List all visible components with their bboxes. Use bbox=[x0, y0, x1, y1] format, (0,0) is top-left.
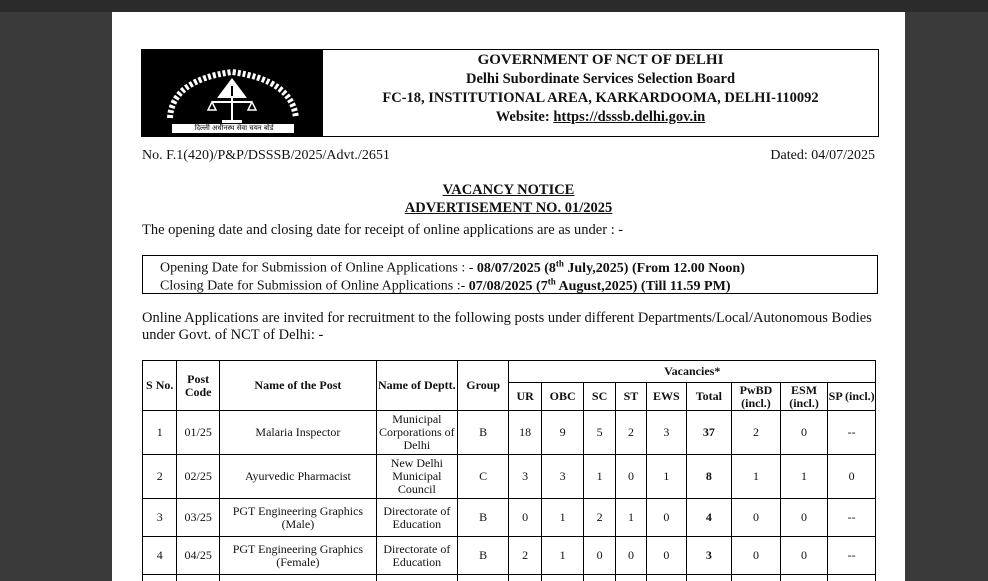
dsssb-logo bbox=[142, 50, 323, 136]
col-post-code: Post Code bbox=[177, 361, 220, 411]
col-esm: ESM (incl.) bbox=[780, 383, 828, 411]
notice-date: Dated: 04/07/2025 bbox=[770, 148, 875, 163]
cell-ur: 2 bbox=[509, 537, 541, 575]
cell-ews: 0 bbox=[647, 499, 686, 537]
cell-group: B bbox=[457, 499, 509, 537]
letterhead-box bbox=[141, 49, 879, 137]
closing-date-line bbox=[160, 276, 731, 295]
col-sp: SP (incl.) bbox=[828, 383, 876, 411]
website-line bbox=[323, 108, 878, 127]
cell-total: 4 bbox=[686, 499, 732, 537]
advertisement-text: ADVERTISEMENT NO. 01/2025 bbox=[404, 200, 613, 216]
reference-number: No. F.1(420)/P&P/DSSSB/2025/Advt./2651 bbox=[142, 148, 390, 163]
col-group: Group bbox=[457, 361, 509, 411]
cell-dept: New Delhi Municipal Council bbox=[376, 455, 457, 499]
opening-date-label: Opening Date for Submission of Online Applications : - bbox=[160, 260, 477, 276]
vacancy-notice-title bbox=[112, 182, 905, 199]
vacancy-notice-text: VACANCY NOTICE bbox=[442, 182, 575, 198]
cell-sno: 3 bbox=[143, 499, 177, 537]
cell-group: B bbox=[457, 537, 509, 575]
govt-name: GOVERNMENT OF NCT OF DELHI bbox=[477, 52, 724, 68]
logo-tagline: दिल्ली अधीनस्थ सेवा चयन बोर्ड bbox=[194, 124, 274, 132]
closing-date-value: 07/08/2025 (7 bbox=[468, 278, 548, 294]
table-row bbox=[143, 411, 876, 455]
website-link[interactable]: https://dsssb.delhi.gov.in bbox=[553, 109, 706, 125]
table-row bbox=[143, 537, 876, 575]
cell-pwbd: 0 bbox=[732, 499, 781, 537]
website-label: Website: bbox=[495, 109, 554, 125]
cell-ur: 18 bbox=[509, 411, 541, 455]
cell-st: 0 bbox=[615, 537, 646, 575]
viewer-top-bar bbox=[0, 0, 988, 12]
cell-pwbd: 2 bbox=[732, 411, 781, 455]
col-ur: UR bbox=[509, 383, 541, 411]
cell-sc: 2 bbox=[584, 499, 615, 537]
col-ews: EWS bbox=[647, 383, 686, 411]
cell-group: C bbox=[457, 455, 509, 499]
table-row bbox=[143, 455, 876, 499]
document-page bbox=[112, 12, 905, 581]
cell-sc: 5 bbox=[584, 411, 615, 455]
vacancy-table bbox=[142, 360, 876, 581]
cell-dept: Directorate of Education bbox=[376, 537, 457, 575]
cell-code: 02/25 bbox=[177, 455, 220, 499]
col-sc: SC bbox=[584, 383, 615, 411]
cell-esm: 0 bbox=[780, 537, 828, 575]
table-row-partial bbox=[143, 575, 876, 581]
cell-st: 1 bbox=[615, 499, 646, 537]
cell-ews: 1 bbox=[647, 455, 686, 499]
board-name: Delhi Subordinate Services Selection Board bbox=[465, 71, 736, 87]
cell-esm: 1 bbox=[780, 455, 828, 499]
cell-obc: 1 bbox=[541, 537, 584, 575]
recruitment-paragraph: Online Applications are invited for recruitment to the following posts under different Departments/Local/Autonomous Bodies under Govt. of NCT of Delhi: - bbox=[142, 310, 872, 343]
cell-st: 0 bbox=[615, 455, 646, 499]
cell-dept: Directorate of Education bbox=[376, 499, 457, 537]
cell-sp: 0 bbox=[828, 455, 876, 499]
cell-ews: 3 bbox=[647, 411, 686, 455]
letterhead-text bbox=[323, 50, 878, 127]
cell-obc: 9 bbox=[541, 411, 584, 455]
closing-date-rest: August,2025) (Till 11.59 PM) bbox=[555, 278, 731, 294]
col-post-name: Name of the Post bbox=[219, 361, 376, 411]
col-st: ST bbox=[615, 383, 646, 411]
cell-code: 03/25 bbox=[177, 499, 220, 537]
advertisement-title bbox=[112, 200, 905, 217]
cell-pwbd: 0 bbox=[732, 537, 781, 575]
cell-ur: 0 bbox=[509, 499, 541, 537]
cell-group: B bbox=[457, 411, 509, 455]
cell-esm: 0 bbox=[780, 499, 828, 537]
cell-code: 01/25 bbox=[177, 411, 220, 455]
opening-date-rest: July,2025) (From 12.00 Noon) bbox=[563, 260, 745, 276]
table-row bbox=[143, 499, 876, 537]
cell-post: PGT Engineering Graphics (Female) bbox=[219, 537, 376, 575]
col-obc: OBC bbox=[541, 383, 584, 411]
cell-obc: 1 bbox=[541, 499, 584, 537]
cell-code: 04/25 bbox=[177, 537, 220, 575]
col-vacancies: Vacancies* bbox=[509, 361, 876, 383]
opening-date-value: 08/07/2025 (8 bbox=[476, 260, 556, 276]
cell-sno: 4 bbox=[143, 537, 177, 575]
cell-sno: 1 bbox=[143, 411, 177, 455]
opening-date-line bbox=[160, 258, 745, 277]
cell-pwbd: 1 bbox=[732, 455, 781, 499]
application-dates-box bbox=[142, 255, 878, 294]
cell-obc: 3 bbox=[541, 455, 584, 499]
cell-post: PGT Engineering Graphics (Male) bbox=[219, 499, 376, 537]
closing-date-sup: th bbox=[547, 276, 556, 286]
cell-total: 3 bbox=[686, 537, 732, 575]
cell-sp: -- bbox=[828, 411, 876, 455]
cell-esm: 0 bbox=[780, 411, 828, 455]
intro-text: The opening date and closing date for receipt of online applications are as under : - bbox=[142, 222, 624, 238]
cell-dept: Municipal Corporations of Delhi bbox=[376, 411, 457, 455]
col-deptt: Name of Deptt. bbox=[376, 361, 457, 411]
opening-date-sup: th bbox=[555, 258, 564, 268]
col-pwbd: PwBD (incl.) bbox=[732, 383, 781, 411]
cell-total: 37 bbox=[686, 411, 732, 455]
board-address: FC-18, INSTITUTIONAL AREA, KARKARDOOMA, DELHI-110092 bbox=[382, 90, 819, 106]
cell-total: 8 bbox=[686, 455, 732, 499]
cell-sno: 2 bbox=[143, 455, 177, 499]
cell-sc: 0 bbox=[584, 537, 615, 575]
cell-ews: 0 bbox=[647, 537, 686, 575]
cell-post: Ayurvedic Pharmacist bbox=[219, 455, 376, 499]
cell-sc: 1 bbox=[584, 455, 615, 499]
cell-post: Malaria Inspector bbox=[219, 411, 376, 455]
cell-ur: 3 bbox=[509, 455, 541, 499]
cell-sp: -- bbox=[828, 499, 876, 537]
col-sno: S No. bbox=[143, 361, 177, 411]
cell-st: 2 bbox=[615, 411, 646, 455]
cell-sp: -- bbox=[828, 537, 876, 575]
col-total: Total bbox=[686, 383, 732, 411]
closing-date-label: Closing Date for Submission of Online Applications :- bbox=[160, 278, 469, 294]
